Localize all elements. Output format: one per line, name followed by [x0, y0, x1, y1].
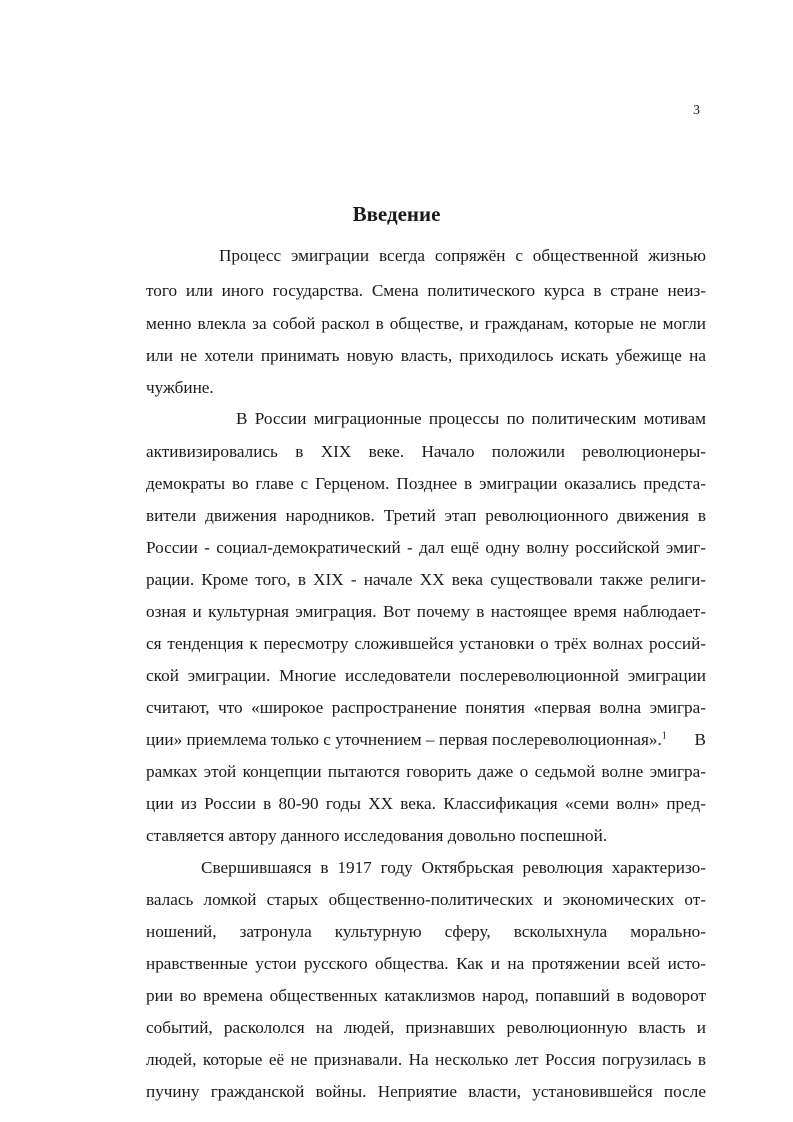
- page-number: 3: [693, 103, 700, 118]
- text-line: рамках этой концепции пытаются говорить даже о седьмой волне эмигра-: [146, 762, 706, 781]
- footnote-reference[interactable]: 1: [661, 730, 667, 742]
- text-line: событий, раскололся на людей, признавших революционную власть и: [146, 1018, 706, 1037]
- text-line: менно влекла за собой раскол в обществе, и гражданам, которые не могли: [146, 314, 706, 333]
- text-fragment-end: В: [694, 730, 706, 749]
- text-line: России - социал-демократический - дал ещё одну волну российской эмиг-: [146, 538, 706, 557]
- text-fragment: [146, 729, 667, 751]
- text-line: ской эмиграции. Многие исследователи послереволюционной эмиграции: [146, 666, 706, 685]
- text-line-with-footnote: [146, 729, 706, 751]
- text-line: демократы во главе с Герценом. Позднее в эмиграции оказались предста-: [146, 474, 706, 493]
- text-line: рации. Кроме того, в XIX - начале XX века существовали также религи-: [146, 570, 706, 589]
- text-line: того или иного государства. Смена политического курса в стране неиз-: [146, 281, 706, 300]
- text-line: валась ломкой старых общественно-политических и экономических от-: [146, 890, 706, 909]
- text-line: вители движения народников. Третий этап революционного движения в: [146, 506, 706, 525]
- text-fragment-main: ции» приемлема только с уточнением – первая послереволюционная».: [146, 730, 662, 749]
- text-line: считают, что «широкое распространение понятия «первая волна эмигра-: [146, 698, 706, 717]
- text-line: Процесс эмиграции всегда сопряжён с общественной жизнью: [219, 246, 706, 265]
- text-line: В России миграционные процессы по политическим мотивам: [236, 409, 706, 428]
- text-line: ции из России в 80-90 годы XX века. Классификация «семи волн» пред-: [146, 794, 706, 813]
- text-line: пучину гражданской войны. Неприятие власти, установившейся после: [146, 1082, 706, 1101]
- text-line: людей, которые её не признавали. На несколько лет Россия погрузилась в: [146, 1050, 706, 1069]
- text-line: озная и культурная эмиграция. Вот почему в настоящее время наблюдает-: [146, 602, 706, 621]
- section-title: Введение: [352, 202, 441, 226]
- text-line: активизировались в XIX веке. Начало положили революционеры-: [146, 442, 706, 461]
- text-line: ставляется автору данного исследования довольно поспешной.: [146, 826, 608, 845]
- text-line: ся тенденция к пересмотру сложившейся установки о трёх волнах россий-: [146, 634, 706, 653]
- text-line: Свершившаяся в 1917 году Октябрьская революция характеризо-: [201, 858, 706, 877]
- text-line: рии во времена общественных катаклизмов народ, попавший в водоворот: [146, 986, 706, 1005]
- text-line: ношений, затронула культурную сферу, всколыхнула морально-: [146, 922, 706, 941]
- text-line: нравственные устои русского общества. Как и на протяжении всей исто-: [146, 954, 706, 973]
- text-line: или не хотели принимать новую власть, приходилось искать убежище на: [146, 346, 706, 365]
- text-line: чужбине.: [146, 378, 214, 397]
